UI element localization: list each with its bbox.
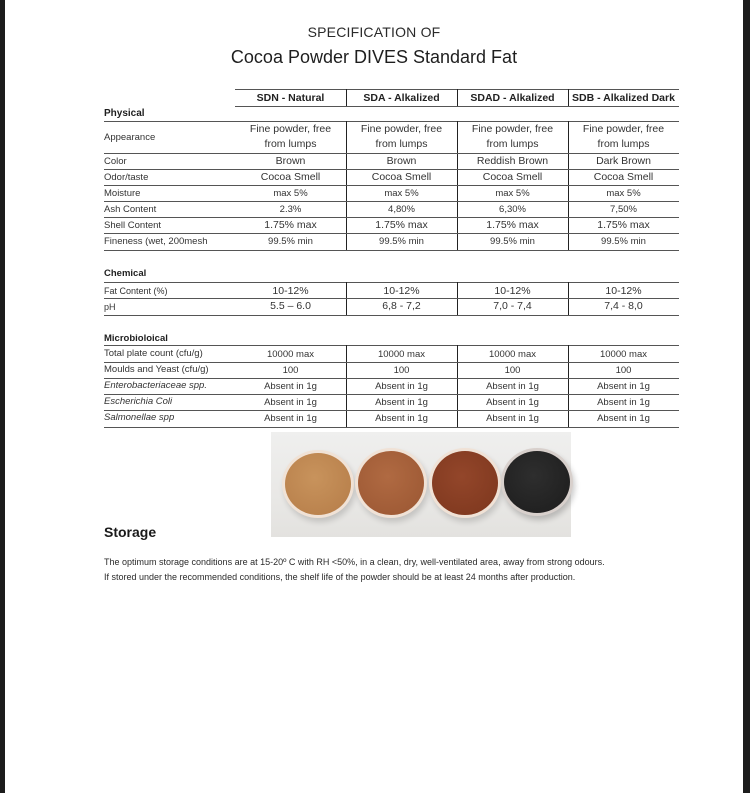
cell: 100 [393,365,410,376]
storage-line-1: The optimum storage conditions are at 15-20º C with RH <50%, in a clean, dry, well-ventilated area, away from strong odours. [104,557,605,567]
cell: max 5% [606,188,641,199]
row-label-salmonellae: Salmonellae spp [104,412,175,423]
cell: 1.75% max [486,219,539,231]
row-label-enterobacteriaceae: Enterobacteriaceae spp. [104,380,207,391]
cell: 6,30% [499,204,526,215]
row-label-ph: pH [104,302,116,312]
cell: Dark Brown [596,155,651,167]
cell: Absent in 1g [375,381,428,392]
section-chemical: Chemical [104,268,147,279]
cell: Fine powder, free from lumps [582,123,665,150]
row-label-ash: Ash Content [104,204,157,215]
cell: 10-12% [605,285,642,297]
column-header-sdb: SDB - Alkalized Dark [572,92,675,104]
cell: 10000 max [377,349,425,360]
row-label-shell: Shell Content [104,220,162,231]
cell: Absent in 1g [597,413,650,424]
cell: 6,8 - 7,2 [382,300,421,312]
cell: 99.5% min [268,236,313,247]
cell: Absent in 1g [264,381,317,392]
cell: Absent in 1g [264,397,317,408]
cell: 10-12% [272,285,309,297]
cell: Absent in 1g [486,381,539,392]
sample-cup-reddish [429,448,501,518]
cell: Cocoa Smell [593,171,654,183]
cell: 7,50% [610,204,637,215]
row-label-color: Color [104,156,127,167]
spec-heading: SPECIFICATION OF [307,24,441,40]
row-rule [104,345,679,346]
cell: max 5% [495,188,530,199]
storage-paragraph [104,555,605,585]
cell: Brown [386,155,417,167]
cell: Cocoa Smell [371,171,432,183]
cell: 7,4 - 8,0 [604,300,643,312]
row-label-fineness: Fineness (wet, 200mesh [104,236,208,247]
cell: Absent in 1g [486,413,539,424]
cell: max 5% [384,188,419,199]
row-label-odor: Odor/taste [104,172,149,183]
cell: 1.75% max [597,219,650,231]
cell: 10-12% [494,285,531,297]
cell: 10-12% [383,285,420,297]
cell: 99.5% min [490,236,535,247]
cell: 10000 max [599,349,647,360]
cell: 4,80% [388,204,415,215]
cell: Absent in 1g [597,381,650,392]
row-label-total-plate: Total plate count (cfu/g) [104,348,203,359]
cell: Cocoa Smell [482,171,543,183]
cell: 5.5 – 6.0 [270,300,311,312]
product-title: Cocoa Powder DIVES Standard Fat [230,47,518,67]
section-physical: Physical [104,108,145,119]
document-page [5,0,743,793]
row-rule [104,315,679,316]
row-label-moulds: Moulds and Yeast (cfu/g) [104,364,209,375]
cell: 2.3% [279,204,302,215]
cell: 100 [615,365,632,376]
cell: 100 [282,365,299,376]
row-label-appearance: Appearance [104,132,156,143]
column-header-sdn: SDN - Natural [256,92,325,104]
cell: Absent in 1g [597,397,650,408]
cell: Fine powder, free from lumps [360,123,443,150]
section-microbiological: Microbioloical [104,333,168,344]
cell: Fine powder, free from lumps [471,123,554,150]
header-bottom-rule [235,106,679,107]
cell: Absent in 1g [264,413,317,424]
sample-cup-natural [282,450,354,518]
cell: 10000 max [488,349,536,360]
row-rule [104,427,679,428]
storage-line-2: If stored under the recommended conditions, the shelf life of the powder should be at least 24 months after production. [104,572,576,582]
cell: 99.5% min [601,236,646,247]
row-rule [104,282,679,283]
row-rule [104,250,679,251]
cell: Brown [275,155,306,167]
row-label-ecoli: Escherichia Coli [104,396,173,407]
cell: 1.75% max [375,219,428,231]
row-label-fat: Fat Content (%) [104,286,168,296]
sample-cup-dark [501,448,573,516]
cell: Cocoa Smell [260,171,321,183]
row-label-moisture: Moisture [104,188,141,199]
cell: 10000 max [266,349,314,360]
cell: Absent in 1g [375,397,428,408]
cell: Reddish Brown [476,155,549,167]
cell: Absent in 1g [375,413,428,424]
cell: 100 [504,365,521,376]
cell: max 5% [273,188,308,199]
cell: Fine powder, free from lumps [249,123,332,150]
column-header-sdad: SDAD - Alkalized [470,92,555,104]
cell: Absent in 1g [486,397,539,408]
cell: 1.75% max [264,219,317,231]
storage-heading: Storage [104,524,157,540]
cocoa-samples-photo [271,432,571,537]
sample-cup-alkalized [355,448,427,518]
column-header-sda: SDA - Alkalized [363,92,440,104]
cell: 99.5% min [379,236,424,247]
cell: 7,0 - 7,4 [493,300,532,312]
